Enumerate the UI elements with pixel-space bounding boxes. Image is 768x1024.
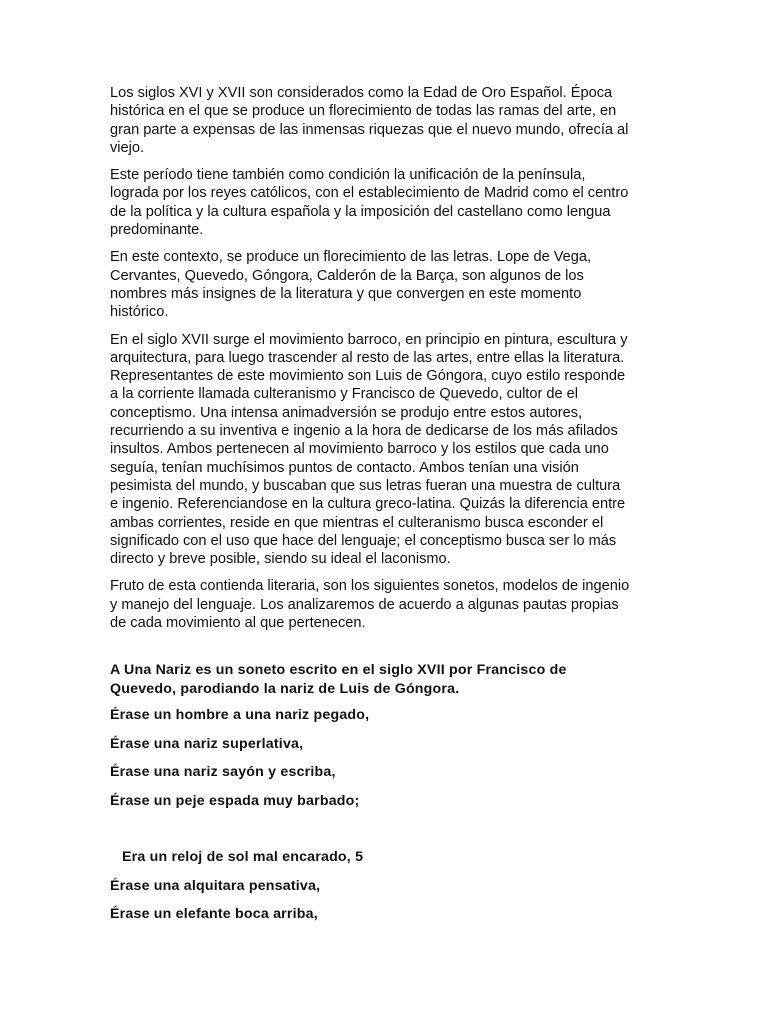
verse-line: Érase un hombre a una nariz pegado, [110, 707, 370, 724]
paragraph-sonnets: Fruto de esta contienda literaria, son los siguientes sonetos, modelos de ingenio y manejo del lenguaje. Los analizaremos de acuerdo a algunas pautas propias de cada movimiento al que pertenecen. [110, 578, 630, 632]
poem-verses [110, 706, 630, 924]
paragraph-baroque: En el siglo XVII surge el movimiento barroco, en principio en pintura, escultura y arquitectura, para luego trascender al resto de las artes, entre ellas la literatura. Representantes de este movimiento son Luis de Góngora, cuyo estilo responde a la corriente llamada culteranismo y Francisco de Quevedo, cultor de el conceptismo. Una intensa animadversión se produjo entre estos autores, recurriendo a su inventiva e ingenio a la hora de dedicarse de los más afilados insultos. Ambos pertenecen al movimiento barroco y los estilos que cada uno seguía, tenían muchísimos puntos de contacto. Ambos tenían una visión pesimista del mundo, y buscaban que sus letras fueran una muestra de cultura e ingenio. Referenciandose en la cultura greco-latina. Quizás la diferencia entre ambas corrientes, reside en que mientras el culteranismo busca esconder el significado con el uso que hace del lenguaje; el conceptismo busca ser lo más directo y breve posible, siendo su ideal el laconismo. [110, 331, 628, 568]
verse-line: Érase una alquitara pensativa, [110, 877, 321, 894]
paragraph-letters: En este contexto, se produce un florecimiento de las letras. Lope de Vega, Cervantes, Quevedo, Góngora, Calderón de la Barça, son algunos de los nombres más insignes de la literatura y que convergen en este momento histórico. [110, 249, 592, 321]
verse-line: Era un reloj de sol mal encarado, 5 [122, 849, 364, 866]
verse-line: Érase un peje espada muy barbado; [110, 792, 360, 809]
verse-line: Érase una nariz superlativa, [110, 735, 304, 752]
poem-title: A Una Nariz es un soneto escrito en el siglo XVII por Francisco de Quevedo, parodiando la nariz de Luis de Góngora. [110, 662, 567, 697]
verse-line: Érase una nariz sayón y escriba, [110, 764, 336, 781]
paragraph-unification: Este período tiene también como condición la unificación de la península, lograda por los reyes católicos, con el establecimiento de Madrid como el centro de la política y la cultura española y la imposición del castellano como lengua predominante. [110, 167, 629, 239]
intro-text [110, 84, 630, 632]
document-page [110, 84, 630, 934]
paragraph-golden-age: Los siglos XVI y XVII son considerados como la Edad de Oro Español. Época histórica en el que se produce un florecimiento de todas las ramas del arte, en gran parte a expensas de las inmensas riquezas que el nuevo mundo, ofrecía al viejo. [110, 85, 629, 156]
verse-line: Érase un elefante boca arriba, [110, 906, 318, 923]
